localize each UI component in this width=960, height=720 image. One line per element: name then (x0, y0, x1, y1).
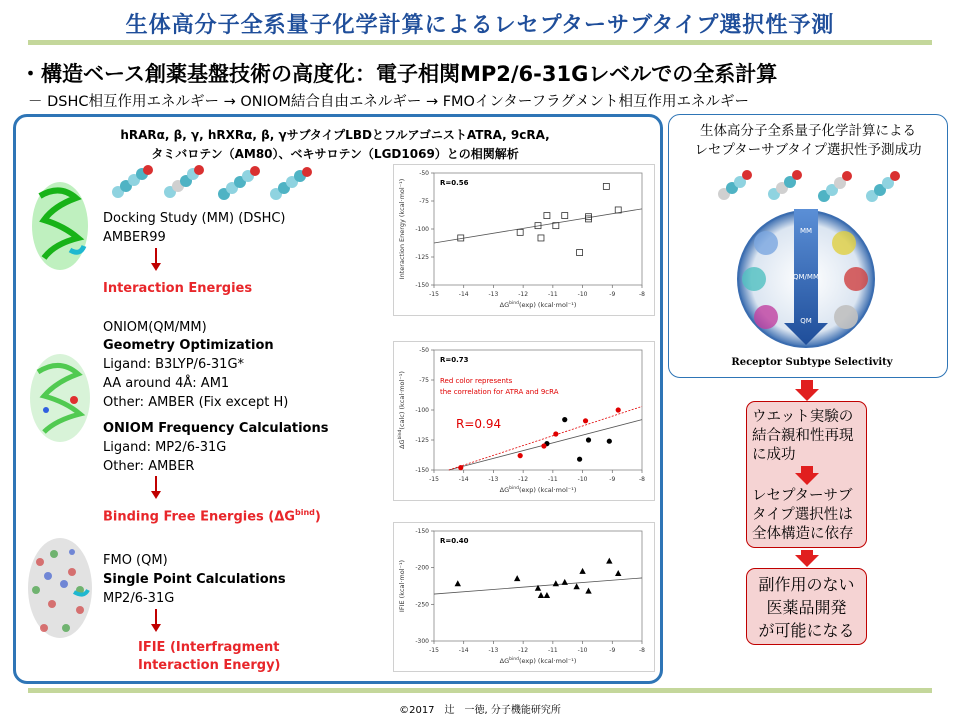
y-axis-label: $\Delta G^{bind}(calc)$ (kcal·mol⁻¹) (398, 371, 406, 449)
x-axis-label: $\Delta G^{bind}(\exp)$ (kcal·mol⁻¹) (499, 301, 577, 309)
right-ligand-molecules (712, 166, 912, 202)
footer-divider (28, 688, 932, 693)
callout-1-line-1: ウエット実験の (752, 409, 854, 425)
data-point (541, 443, 546, 448)
x-tick-label: -15 (429, 291, 439, 298)
x-tick-label: -11 (547, 291, 558, 298)
fmo-method: MP2/6-31G (103, 591, 175, 606)
data-point (562, 579, 568, 585)
x-tick-label: -9 (609, 476, 616, 483)
data-point (544, 213, 550, 219)
data-point (586, 437, 591, 442)
data-point (518, 453, 523, 458)
protein-ribbon-image (24, 176, 96, 276)
arrow-shaft (155, 476, 157, 492)
data-point (562, 417, 567, 422)
binding-free-energies-text: Binding Free Energies (ΔG (103, 509, 295, 525)
x-tick-label: -14 (458, 291, 469, 298)
x-tick-label: -12 (518, 647, 529, 654)
y-axis-label: Interaction Energy (kcal·mol⁻¹) (398, 178, 406, 280)
down-arrow-icon (795, 555, 819, 567)
data-point (579, 568, 585, 574)
data-point (517, 229, 523, 235)
receptor-selectivity-caption: Receptor Subtype Selectivity (731, 357, 893, 368)
interaction-energy-chart (394, 165, 654, 315)
arrow-label-qmmm: QM/MM (793, 273, 819, 281)
y-tick-label: -75 (419, 198, 429, 205)
subtype-selectivity-diagram (736, 205, 876, 353)
down-arrow-icon (795, 473, 819, 485)
trend-line (449, 406, 642, 470)
intro-line-1: hRARα, β, γ, hRXRα, β, γサブタイプLBDとフルアゴニストATRA, 9cRA, (120, 128, 550, 142)
x-tick-label: -15 (429, 476, 439, 483)
fmo-title: FMO (QM) (103, 553, 168, 568)
reproduction-success-text (752, 408, 864, 465)
x-tick-label: -11 (547, 476, 558, 483)
data-point (586, 216, 592, 222)
chart-frame-interaction (393, 164, 655, 316)
x-tick-label: -8 (639, 291, 645, 298)
y-axis-label: IFIE (kcal·mol⁻¹) (398, 559, 406, 613)
red-color-note-line-2: the correlation for ATRA and 9cRA (440, 388, 559, 396)
down-arrow-icon (795, 389, 819, 401)
page-title: 生体高分子全系量子化学計算によるレセプターサブタイプ選択性予測 (125, 13, 835, 38)
x-tick-label: -14 (458, 647, 469, 654)
binding-free-energy-chart (394, 342, 654, 500)
callout-3-line-3: が可能になる (758, 621, 855, 640)
conclusion-text (746, 573, 867, 642)
y-tick-label: -50 (419, 170, 429, 177)
docking-study-title: Docking Study (MM) (DSHC) (103, 211, 286, 226)
x-axis-label: $\Delta G^{bind}(\exp)$ (kcal·mol⁻¹) (499, 486, 577, 494)
data-point (573, 583, 579, 589)
data-point (544, 592, 550, 598)
interaction-energies-label: Interaction Energies (103, 281, 253, 296)
y-tick-label: -125 (415, 254, 429, 261)
data-point (606, 558, 612, 564)
section-heading: ・構造ベース創薬基盤技術の高度化：電子相関MP2/6-31Gレベルでの全系計算 (20, 62, 778, 86)
ligand-molecule-3 (218, 166, 260, 200)
data-point (538, 592, 544, 598)
plot-area (434, 350, 642, 470)
arrow-shaft (155, 248, 157, 264)
down-arrow-icon (151, 263, 161, 271)
x-tick-label: -8 (639, 476, 645, 483)
ligand-molecules (100, 164, 340, 204)
y-tick-label: -300 (415, 638, 429, 645)
correlation-annotation: R=0.56 (440, 179, 469, 187)
data-point (583, 418, 588, 423)
correlation-annotation: R=0.73 (440, 356, 469, 364)
x-tick-label: -12 (518, 291, 529, 298)
callout-2-line-1: レセプターサブ (752, 488, 853, 504)
callout-2-line-3: 全体構造に依存 (752, 526, 854, 542)
down-arrow-icon (151, 491, 161, 499)
x-tick-label: -10 (577, 291, 588, 298)
other-level: Other: AMBER (Fix except H) (103, 395, 289, 410)
title-divider (28, 40, 932, 45)
data-point (616, 407, 621, 412)
data-point (607, 439, 612, 444)
data-point (603, 183, 609, 189)
ligand-molecule-2 (164, 165, 204, 198)
intro-line-2: タミバロテン（AM80）、ベキサロテン（LGD1069）との相関解析 (151, 147, 519, 161)
y-tick-label: -125 (415, 437, 429, 444)
data-point (458, 465, 463, 470)
x-tick-label: -12 (518, 476, 529, 483)
y-tick-label: -75 (419, 377, 429, 384)
ifie-label-line-2: Interaction Energy) (138, 658, 281, 673)
prediction-title-line-1: 生体高分子全系量子化学計算による (700, 123, 916, 139)
x-tick-label: -13 (488, 476, 499, 483)
x-tick-label: -9 (609, 647, 616, 654)
y-tick-label: -150 (415, 528, 429, 535)
correlation-annotation: R=0.40 (440, 537, 469, 545)
x-tick-label: -15 (429, 647, 439, 654)
prediction-title-line-2: レセプターサブタイプ選択性予測成功 (694, 142, 922, 158)
down-arrow-icon (151, 624, 161, 632)
y-tick-label: -200 (415, 564, 429, 572)
freq-other-level: Other: AMBER (103, 459, 195, 474)
ifie-chart (394, 523, 654, 671)
y-tick-label: -150 (415, 282, 429, 289)
x-tick-label: -13 (488, 647, 499, 654)
data-point (577, 250, 583, 256)
single-point-label: Single Point Calculations (103, 572, 286, 587)
data-point (455, 580, 461, 586)
binding-free-energies-end: ) (314, 509, 321, 525)
copyright-footer: ©2017 辻 一徳, 分子機能研究所 (399, 705, 561, 716)
data-point (553, 431, 558, 436)
callout-1-line-3: に成功 (752, 447, 796, 463)
oniom-title: ONIOM(QM/MM) (103, 320, 207, 335)
section-subheading: － DSHC相互作用エネルギー → ONIOM結合自由エネルギー → FMOインターフラグメント相互作用エネルギー (28, 94, 750, 110)
aa-level: AA around 4Å: AM1 (103, 376, 230, 391)
x-tick-label: -11 (547, 647, 558, 654)
freq-ligand-level: Ligand: MP2/6-31G (103, 440, 227, 455)
binding-free-energies-label (103, 508, 321, 524)
y-tick-label: -150 (415, 467, 429, 474)
ligand-level: Ligand: B3LYP/6-31G* (103, 357, 245, 372)
arrow-shaft (155, 609, 157, 625)
ifie-label-line-1: IFIE (Interfragment (138, 640, 280, 655)
geometry-optimization-label: Geometry Optimization (103, 338, 274, 353)
callout-3-line-1: 副作用のない (758, 575, 855, 594)
data-point (586, 214, 592, 220)
x-tick-label: -10 (577, 476, 588, 483)
data-point (514, 575, 520, 581)
callout-2-line-2: タイプ選択性は (752, 507, 853, 523)
oniom-protein-image (24, 348, 96, 448)
y-tick-label: -50 (419, 347, 429, 354)
x-axis-label: $\Delta G^{bind}(\exp)$ (kcal·mol⁻¹) (499, 657, 577, 665)
chart-frame-ifie (393, 522, 655, 672)
selectivity-dependence-text (752, 487, 864, 544)
data-point (585, 588, 591, 594)
data-point (577, 457, 582, 462)
arrow-label-mm: MM (799, 227, 813, 235)
callout-3-line-2: 医薬品開発 (766, 598, 847, 617)
intro-text (70, 126, 600, 164)
data-point (538, 235, 544, 241)
x-tick-label: -8 (639, 647, 645, 654)
docking-method: AMBER99 (103, 230, 166, 245)
ligand-molecule-4 (270, 167, 312, 200)
arrow-label-qm: QM (800, 317, 812, 325)
x-tick-label: -9 (609, 291, 616, 298)
fmo-protein-image (22, 532, 98, 644)
ligand-molecule-1 (112, 165, 153, 198)
chart-frame-binding (393, 341, 655, 501)
data-point (562, 213, 568, 219)
frequency-calc-label: ONIOM Frequency Calculations (103, 421, 329, 436)
x-tick-label: -10 (577, 647, 588, 654)
callout-1-line-2: 結合親和性再現 (752, 428, 854, 444)
data-point (553, 580, 559, 586)
y-tick-label: -100 (415, 226, 429, 233)
prediction-panel-title (668, 122, 948, 160)
x-tick-label: -14 (458, 476, 469, 483)
red-correlation-annotation: R=0.94 (456, 417, 502, 431)
x-tick-label: -13 (488, 291, 499, 298)
red-color-note-line-1: Red color represents (440, 377, 513, 385)
data-point (615, 570, 621, 576)
y-tick-label: -250 (415, 601, 429, 609)
binding-free-energies-sup: bind (294, 508, 315, 517)
y-tick-label: -100 (415, 407, 429, 414)
